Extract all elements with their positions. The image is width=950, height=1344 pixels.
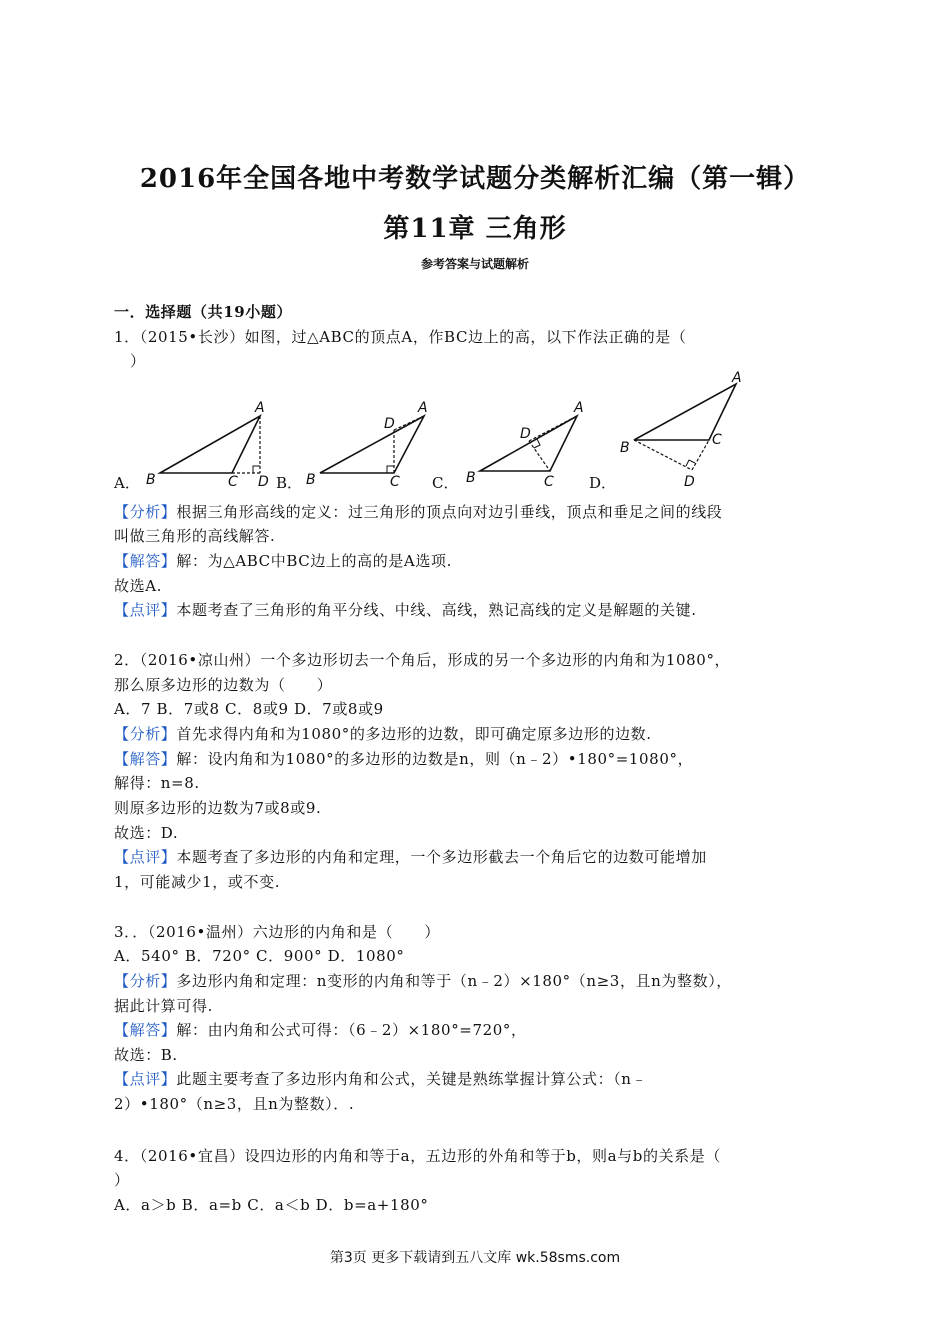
q2-answer-line4: 故选：D. (114, 824, 179, 842)
q4-options: A．a＞b B．a=b C．a＜b D．b=a+180° (114, 1196, 429, 1214)
q2-answer-text: 解：设内角和为1080°的多边形的边数是n，则（n﹣2）•180°=1080°， (176, 750, 694, 768)
analysis-tag: 【分析】 (114, 725, 177, 743)
comment-tag: 【点评】 (114, 1070, 177, 1088)
fig-b-label-C: C (390, 474, 400, 488)
q1-comment-text: 本题考查了三角形的角平分线、中线、高线，熟记高线的定义是解题的关键. (176, 601, 697, 619)
q4-stem-line2: ） (114, 1171, 130, 1189)
analysis-tag: 【分析】 (114, 972, 177, 990)
q1-figure-a (140, 398, 275, 488)
q2-comment-line1 (114, 847, 834, 867)
q3-comment-line2: 2）•180°（n≥3，且n为整数）．. (114, 1095, 355, 1113)
fig-c-label-C: C (544, 474, 554, 488)
page-footer: 第3页 更多下载请到五八文库 wk.58sms.com (329, 1250, 621, 1266)
fig-a-label-B: B (146, 472, 156, 488)
q2-options: A．7 B．7或8 C．8或9 D．7或8或9 (114, 700, 384, 718)
fig-d-label-D: D (684, 474, 695, 490)
fig-b-label-B: B (306, 472, 316, 488)
fig-d-label-A: A (732, 370, 742, 386)
fig-b-label-D: D (384, 416, 395, 432)
q3-options: A．540° B．720° C．900° D．1080° (114, 947, 405, 965)
q1-figure-b (302, 398, 437, 488)
q3-analysis-text: 多边形内角和定理：n变形的内角和等于（n﹣2）×180°（n≥3，且n为整数）， (176, 972, 732, 990)
q1-option-d: D． (589, 474, 617, 492)
q1-analysis-text: 根据三角形高线的定义：过三角形的顶点向对边引垂线，顶点和垂足之间的线段 (176, 503, 723, 521)
q1-option-c: C． (432, 474, 459, 492)
q1-stem-line1: 1．（2015•长沙）如图，过△ABC的顶点A，作BC边上的高，以下作法正确的是（ (114, 328, 687, 346)
q1-answer-line2: 故选A. (114, 577, 163, 595)
q1-option-a: A． (114, 474, 140, 492)
q2-analysis-text: 首先求得内角和为1080°的多边形的边数，即可确定原多边形的边数. (176, 725, 652, 743)
q1-figure-c (462, 398, 597, 488)
comment-tag: 【点评】 (114, 848, 177, 866)
fig-b-label-A: A (418, 400, 428, 416)
q1-stem-line2: ） (130, 352, 146, 370)
comment-tag: 【点评】 (114, 601, 177, 619)
q2-answer-line1 (114, 749, 834, 769)
document-title: 2016年全国各地中考数学试题分类解析汇编（第一辑） (139, 164, 811, 194)
fig-d-label-C: C (712, 432, 722, 448)
q3-comment-text: 此题主要考查了多边形内角和公式，关键是熟练掌握计算公式：（n﹣ (176, 1070, 648, 1088)
q2-answer-line2: 解得：n=8. (114, 774, 200, 792)
fig-a-label-A: A (255, 400, 265, 416)
q3-answer-line2: 故选：B. (114, 1046, 178, 1064)
q1-option-b: B． (276, 474, 303, 492)
q2-answer-line3: 则原多边形的边数为7或8或9. (114, 799, 322, 817)
answer-tag: 【解答】 (114, 1021, 177, 1039)
q1-answer-text: 解：为△ABC中BC边上的高的是A选项. (176, 552, 452, 570)
q3-answer-line1 (114, 1020, 834, 1040)
q1-analysis-line1 (114, 502, 834, 522)
q1-figure-d (614, 370, 764, 490)
fig-a-label-D: D (258, 474, 269, 488)
answer-tag: 【解答】 (114, 552, 177, 570)
q1-answer-line1 (114, 551, 834, 571)
q1-analysis-line2: 叫做三角形的高线解答. (114, 527, 276, 545)
fig-a-label-C: C (228, 474, 238, 488)
document-subtitle: 参考答案与试题解析 (420, 257, 529, 271)
fig-d-label-B: B (620, 440, 630, 456)
q3-analysis-line1 (114, 971, 834, 991)
q3-comment-line1 (114, 1069, 834, 1089)
q3-answer-text: 解：由内角和公式可得：（6﹣2）×180°=720°， (176, 1021, 527, 1039)
q2-comment-line2: 1，可能减少1，或不变. (114, 873, 281, 891)
answer-tag: 【解答】 (114, 750, 177, 768)
q2-analysis-line1 (114, 724, 834, 744)
fig-c-label-A: A (574, 400, 584, 416)
q1-comment-line1 (114, 600, 834, 620)
chapter-title: 第11章 三角形 (383, 214, 567, 244)
q3-stem-line1: 3．．（2016•温州）六边形的内角和是（ ） (114, 923, 440, 941)
analysis-tag: 【分析】 (114, 503, 177, 521)
q3-analysis-line2: 据此计算可得. (114, 997, 213, 1015)
q2-comment-text: 本题考查了多边形的内角和定理，一个多边形截去一个角后它的边数可能增加 (176, 848, 707, 866)
fig-c-label-B: B (466, 470, 476, 486)
q4-stem-line1: 4．（2016•宜昌）设四边形的内角和等于a，五边形的外角和等于b，则a与b的关系是（ (114, 1147, 721, 1165)
section-heading: 一．选择题（共19小题） (114, 303, 293, 321)
q2-stem-line2: 那么原多边形的边数为（ ） (114, 676, 333, 694)
q2-stem-line1: 2．（2016•凉山州）一个多边形切去一个角后，形成的另一个多边形的内角和为1080°， (114, 651, 731, 669)
fig-c-label-D: D (520, 426, 531, 442)
